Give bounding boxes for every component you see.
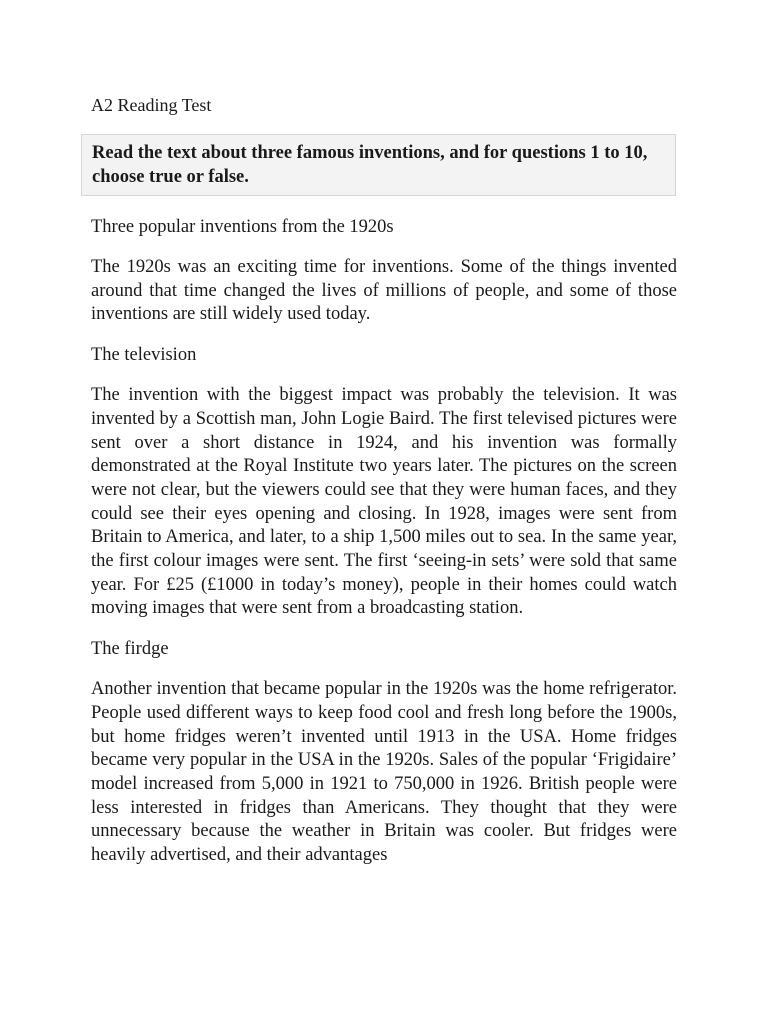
- test-title: A2 Reading Test: [91, 95, 212, 115]
- section-heading-television: The television: [91, 345, 197, 366]
- section-body-fridge: Another invention that became popular in the 1920s was the home refrigerator. People used different ways to keep food cool and fresh long before the 1900s, but home fridges weren’t invented until 1913 in the USA. Home fridges became very popular in the USA in the 1920s. Sales of the popular ‘Frigidaire’ model increased from 5,000 in 1921 to 750,000 in 1926. British people were less interested in fridges than Americans. They thought that they were unnecessary because the weather in Britain was cooler. But fridges were heavily advertised, and their advantages: [91, 679, 677, 866]
- intro-paragraph: The 1920s was an exciting time for inventions. Some of the things invented around that time changed the lives of millions of people, and some of those inventions are still widely used today.: [91, 257, 677, 325]
- article-title: Three popular inventions from the 1920s: [91, 217, 394, 237]
- document-page: [91, 94, 677, 885]
- section-body-television: The invention with the biggest impact was probably the television. It was invented by a Scottish man, John Logie Baird. The first televised pictures were sent over a short distance in 1924, and his invention was formally demonstrated at the Royal Institute two years later. The pictures on the screen were not clear, but the viewers could see that they were human faces, and they could see their eyes opening and closing. In 1928, images were sent from Britain to America, and later, to a ship 1,500 miles out to sea. In the same year, the first colour images were sent. The first ‘seeing-in sets’ were sold that same year. For £25 (£1000 in today’s money), people in their homes could watch moving images that were sent from a broadcasting station.: [91, 385, 677, 619]
- instructions-box: Read the text about three famous inventions, and for questions 1 to 10, choose true or false.: [81, 134, 676, 196]
- section-heading-fridge: The firdge: [91, 639, 169, 660]
